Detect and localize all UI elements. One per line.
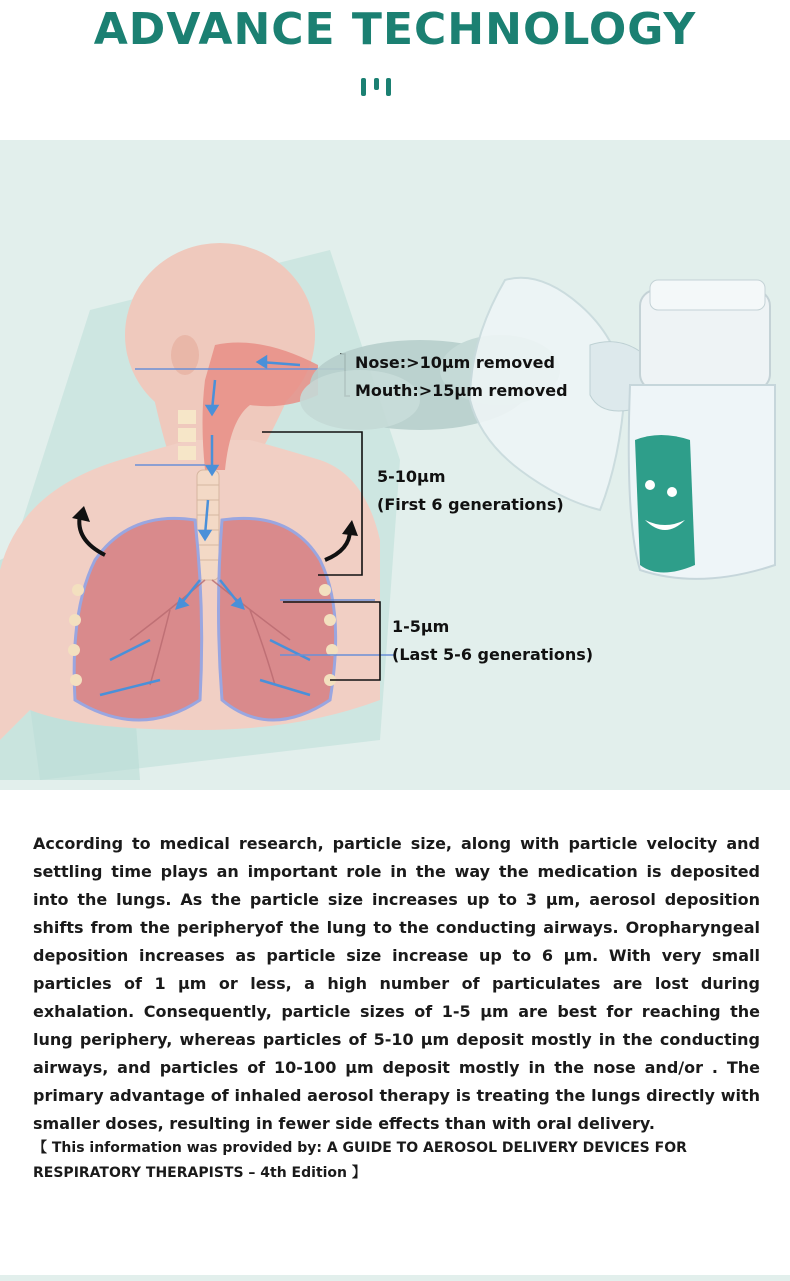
header <box>0 0 790 140</box>
mid-size-label: 5-10μm <box>377 467 446 486</box>
mouth-label: Mouth:>15μm removed <box>355 381 568 400</box>
nose-label: Nose:>10μm removed <box>355 353 555 372</box>
page-title: ADVANCE TECHNOLOGY <box>93 4 697 55</box>
respiratory-illustration <box>0 140 790 790</box>
anatomy-graphic <box>0 140 790 790</box>
small-size-label: 1-5μm <box>392 617 450 636</box>
title-decoration-icon <box>361 76 393 96</box>
mid-desc-label: (First 6 generations) <box>377 495 564 514</box>
footer-divider <box>0 1275 790 1281</box>
nebulizer-device <box>470 278 775 579</box>
description-paragraph: According to medical research, particle size, along with particle velocity and settling time plays an important role in the way the medication is deposited into the lungs. As the particle size increases up to 3 μm, aerosol deposition shifts from the peripheryof the lung to the conducting airways. Oropharyngeal deposition increases as particle size increase up to 6 μm. With very small particles of 1 μm or less, a high number of particulates are lost during exhalation. Consequently, particle sizes of 1-5 μm are best for reaching the lung periphery, whereas particles of 5-10 μm deposit mostly in the conducting airways, and particles of 10-100 μm deposit mostly in the nose and/or . The primary advantage of inhaled aerosol therapy is treating the lungs directly with smaller doses, resulting in fewer side effects than with oral delivery. <box>33 834 760 1133</box>
citation-note: 【 This information was provided by: A GUIDE TO AEROSOL DELIVERY DEVICES FOR RESPIRATORY THERAPISTS – 4th Edition 】 <box>33 1140 687 1181</box>
small-desc-label: (Last 5-6 generations) <box>392 645 594 664</box>
